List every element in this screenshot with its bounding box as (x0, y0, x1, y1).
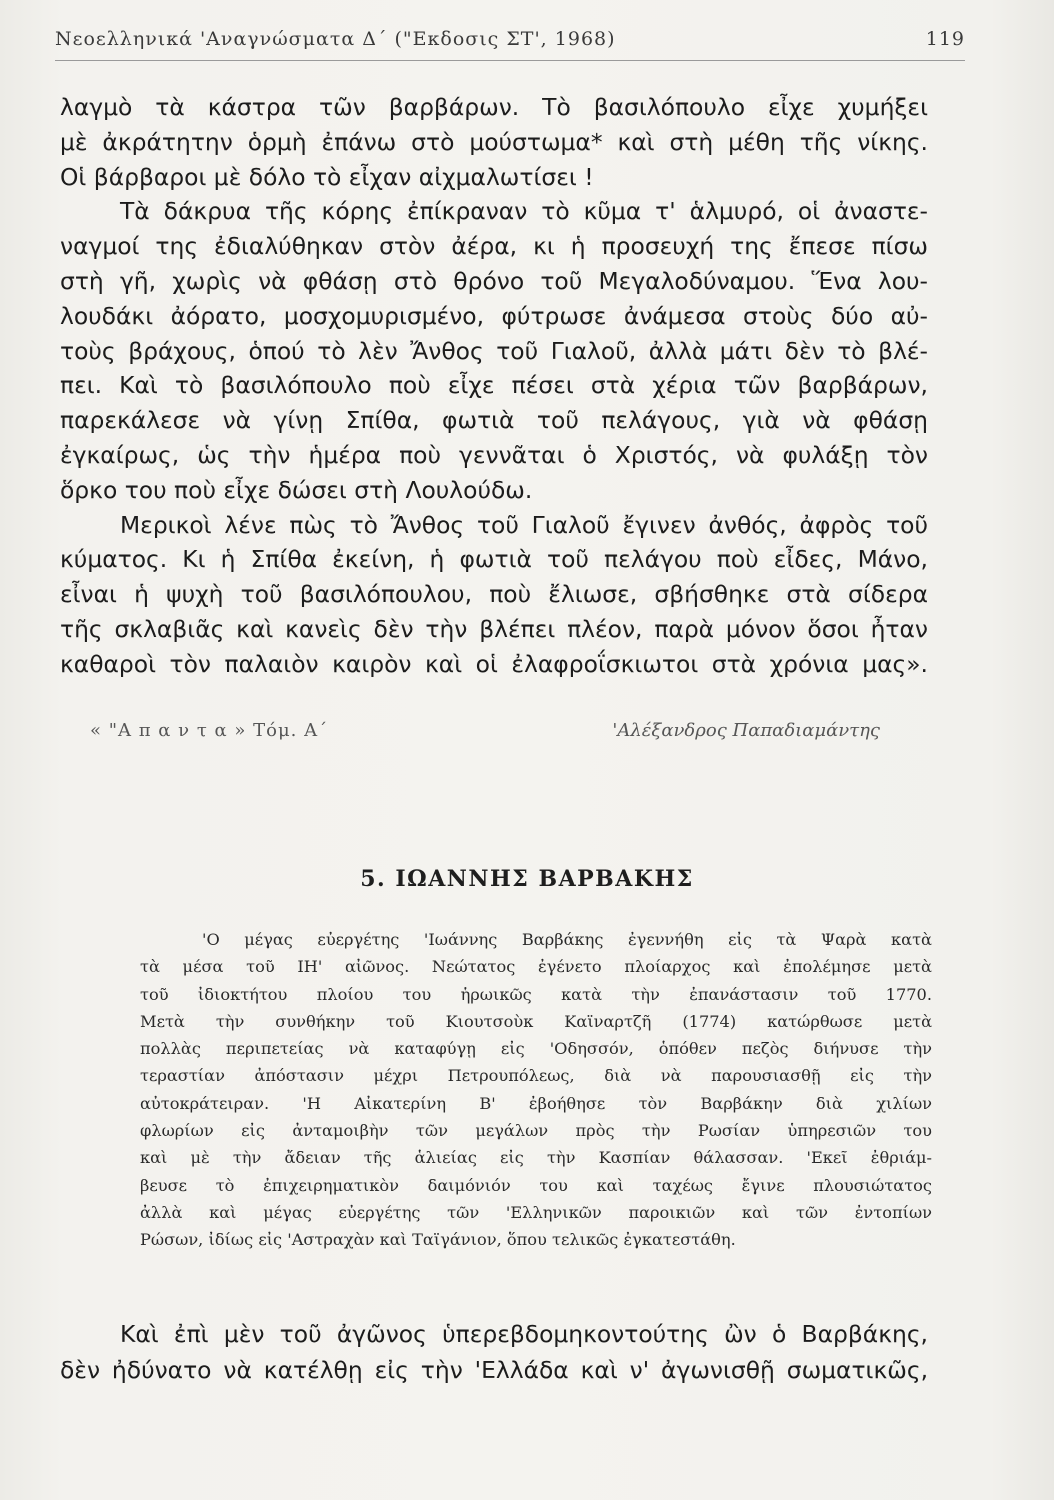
summary-line: βευσε τὸ ἐπιχειρηματικὸν δαιμόνιόν του καὶ ταχέως ἔγινε πλουσιώτατος (140, 1175, 932, 1195)
text-line: στὴ γῆ, χωρὶς νὰ φθάσῃ στὸ θρόνο τοῦ Μεγαλοδύναμου. Ἕνα λου- (60, 266, 928, 295)
text-line: Μερικοὶ λένε πὼς τὸ Ἄνθος τοῦ Γιαλοῦ ἔγινεν ἀνθός, ἀφρὸς τοῦ (120, 510, 928, 539)
text-line: ἐγκαίρως, ὡς τὴν ἡμέρα ποὺ γεννᾶται ὁ Χριστός, νὰ φυλάξῃ τὸν (60, 440, 928, 469)
text-line: μὲ ἀκράτητην ὁρμὴ ἐπάνω στὸ μούστωμα* καὶ στὴ μέθη τῆς νίκης. (60, 127, 928, 156)
text-line: καθαροὶ τὸν παλαιὸν καιρὸν καὶ οἱ ἐλαφροΐσκιωτοι στὰ χρόνια μας». (60, 649, 928, 678)
summary-line: πολλὰς περιπετείας νὰ καταφύγῃ εἰς 'Οδησσόν, ὁπόθεν πεζὸς διήνυσε τὴν (140, 1039, 932, 1059)
summary-line: τοῦ ἰδιοκτήτου πλοίου του ἡρωικῶς κατὰ τὴν ἐπανάστασιν τοῦ 1770. (140, 984, 932, 1004)
summary-line: ἀλλὰ καὶ μέγας εὐεργέτης τῶν 'Ελληνικῶν παροικιῶν καὶ τῶν ἐντοπίων (140, 1202, 932, 1222)
text-line: ὅρκο του ποὺ εἶχε δώσει στὴ Λουλούδω. (60, 475, 533, 504)
running-title: Νεοελληνικά 'Αναγνώσματα Δ΄ ("Εκδοσις ΣΤ', 1968) (55, 28, 616, 50)
biography-summary (140, 926, 932, 1254)
source-work: « "Α π α ν τ α » Τόμ. Α΄ (90, 720, 329, 741)
header-rule (55, 60, 965, 61)
summary-line: Μετὰ τὴν συνθήκην τοῦ Κιουτσοὺκ Καϊναρτζῆ (1774) κατώρθωσε μετὰ (140, 1011, 932, 1031)
text-line: δὲν ἠδύνατο νὰ κατέλθῃ εἰς τὴν 'Ελλάδα καὶ ν' ἀγωνισθῇ σωματικῶς, (60, 1356, 928, 1384)
summary-line: φλωρίων εἰς ἀνταμοιβὴν τῶν μεγάλων πρὸς τὴν Ρωσίαν ὑπηρεσιῶν του (140, 1121, 932, 1141)
text-line: εἶναι ἡ ψυχὴ τοῦ βασιλόπουλου, ποὺ ἔλιωσε, σβήσθηκε στὰ σίδερα (60, 580, 928, 609)
summary-line: τεραστίαν ἀπόστασιν μέχρι Πετρουπόλεως, διὰ νὰ παρουσιασθῇ εἰς τὴν (140, 1066, 932, 1086)
summary-line: καὶ μὲ τὴν ἄδειαν τῆς ἁλιείας εἰς τὴν Κασπίαν θάλασσαν. 'Εκεῖ ἐθριάμ- (140, 1148, 932, 1168)
text-line: πει. Καὶ τὸ βασιλόπουλο ποὺ εἶχε πέσει στὰ χέρια τῶν βαρβάρων, (60, 371, 928, 400)
text-line: λαγμὸ τὰ κάστρα τῶν βαρβάρων. Τὸ βασιλόπουλο εἶχε χυμήξει (60, 93, 928, 121)
summary-line: τὰ μέσα τοῦ ΙΗ' αἰῶνος. Νεώτατος ἐγένετο πλοίαρχος καὶ ἐπολέμησε μετὰ (140, 957, 932, 977)
text-line: Καὶ ἐπὶ μὲν τοῦ ἀγῶνος ὑπερεβδομηκοντούτης ὢν ὁ Βαρβάκης, (120, 1320, 928, 1348)
page-number: 119 (925, 28, 965, 50)
running-header (55, 22, 965, 56)
source-author: 'Αλέξανδρος Παπαδιαμάντης (612, 720, 880, 741)
continuation-text (60, 1316, 928, 1388)
text-line: κύματος. Κι ἡ Σπίθα ἐκείνη, ἡ φωτιὰ τοῦ πελάγου ποὺ εἶδες, Μάνο, (60, 545, 928, 574)
text-line: ναγμοί της ἐδιαλύθηκαν στὸν ἀέρα, κι ἡ προσευχή της ἔπεσε πίσω (60, 232, 928, 261)
text-line: Οἱ βάρβαροι μὲ δόλο τὸ εἶχαν αἰχμαλωτίσει ! (60, 162, 594, 191)
text-line: Τὰ δάκρυα τῆς κόρης ἐπίκραναν τὸ κῦμα τ' ἁλμυρό, οἱ ἀναστε- (120, 197, 928, 226)
summary-line: Ρώσων, ἰδίως εἰς 'Αστραχὰν καὶ Ταϊγάνιον, ὅπου τελικῶς ἐγκατεστάθη. (140, 1230, 736, 1250)
summary-line: 'Ο μέγας εὐεργέτης 'Ιωάννης Βαρβάκης ἐγεννήθη εἰς τὰ Ψαρὰ κατὰ (202, 930, 932, 949)
passage-text (60, 90, 928, 682)
source-citation (90, 720, 880, 750)
text-line: τῆς σκλαβιᾶς καὶ κανεὶς δὲν τὴν βλέπει πλέον, παρὰ μόνον ὅσοι ἦταν (60, 614, 928, 643)
section-heading: 5. ΙΩΑΝΝΗΣ ΒΑΡΒΑΚΗΣ (360, 866, 694, 892)
text-line: παρεκάλεσε νὰ γίνῃ Σπίθα, φωτιὰ τοῦ πελάγους, γιὰ νὰ φθάσῃ (60, 406, 928, 435)
text-line: λουδάκι ἀόρατο, μοσχομυρισμένο, φύτρωσε ἀνάμεσα στοὺς δύο αὐ- (60, 301, 928, 330)
summary-line: αὐτοκράτειραν. 'Η Αἰκατερίνη Β' ἐβοήθησε τὸν Βαρβάκην διὰ χιλίων (140, 1093, 932, 1113)
text-line: τοὺς βράχους, ὁπού τὸ λὲν Ἄνθος τοῦ Γιαλοῦ, ἀλλὰ μάτι δὲν τὸ βλέ- (60, 336, 928, 365)
